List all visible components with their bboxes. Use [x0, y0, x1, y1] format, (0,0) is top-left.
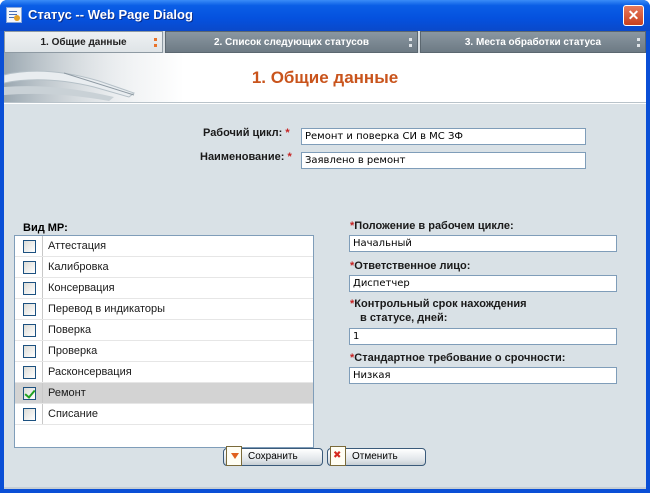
position-field[interactable]: Начальный	[349, 235, 617, 252]
deadline-label-line2: в статусе, дней:	[360, 312, 448, 324]
list-item[interactable]	[15, 341, 313, 362]
work-cycle-label-text: Рабочий цикл:	[203, 127, 283, 139]
checkbox-cell	[15, 278, 43, 298]
cancel-button[interactable]	[327, 448, 426, 466]
dialog-client-area	[4, 31, 646, 489]
checkbox[interactable]	[23, 282, 36, 295]
checkbox[interactable]	[23, 387, 36, 400]
responsible-label	[350, 260, 470, 272]
save-icon	[226, 446, 242, 466]
tab-label: 2. Список следующих статусов	[213, 37, 370, 48]
list-item-label: Консервация	[48, 282, 115, 294]
list-item[interactable]	[15, 278, 313, 299]
list-item-label: Поверка	[48, 324, 92, 336]
list-item[interactable]	[15, 320, 313, 341]
required-mark: *	[287, 151, 292, 163]
form-panel	[4, 104, 646, 489]
responsible-label-text: Ответственное лицо:	[354, 260, 471, 272]
checkbox-cell	[15, 341, 43, 361]
list-item[interactable]	[15, 362, 313, 383]
work-cycle-field[interactable]: Ремонт и поверка СИ в МС ЗФ	[301, 128, 586, 145]
checkbox-cell	[15, 299, 43, 319]
required-mark: *	[350, 298, 355, 310]
list-item-label: Списание	[48, 408, 98, 420]
checkbox[interactable]	[23, 240, 36, 253]
cancel-icon	[330, 446, 346, 466]
mr-types-list	[14, 235, 314, 448]
list-item[interactable]	[15, 257, 313, 278]
list-item-label: Калибровка	[48, 261, 109, 273]
list-item-label: Ремонт	[48, 387, 86, 399]
checkbox[interactable]	[23, 408, 36, 421]
tab-grip-icon	[154, 38, 157, 48]
title-bar[interactable]	[0, 0, 650, 31]
deadline-label-line1: Контрольный срок нахождения	[354, 298, 527, 310]
tab-grip-icon	[637, 38, 640, 48]
mr-types-label: Вид МР:	[23, 222, 68, 234]
checkbox-cell	[15, 236, 43, 256]
page-title	[4, 68, 646, 88]
work-cycle-label	[203, 127, 290, 139]
checkbox-cell	[15, 404, 43, 424]
web-page-dialog-icon	[6, 7, 22, 23]
urgency-field[interactable]: Низкая	[349, 367, 617, 384]
checkbox[interactable]	[23, 303, 36, 316]
page-title-text: 1. Общие данные	[251, 68, 399, 87]
checkbox[interactable]	[23, 261, 36, 274]
name-label	[200, 151, 292, 163]
checkbox[interactable]	[23, 345, 36, 358]
cancel-button-label: Отменить	[352, 451, 398, 462]
list-item-label: Аттестация	[48, 240, 107, 252]
tab-processing-places[interactable]	[420, 31, 646, 53]
list-item-label: Перевод в индикаторы	[48, 303, 165, 315]
deadline-days-field[interactable]: 1	[349, 328, 617, 345]
urgency-label	[350, 352, 565, 364]
window-title: Статус -- Web Page Dialog	[28, 7, 193, 22]
checkbox[interactable]	[23, 366, 36, 379]
tab-strip	[4, 31, 646, 53]
list-item-label: Проверка	[48, 345, 98, 357]
list-item[interactable]	[15, 404, 313, 425]
footer-divider	[4, 487, 646, 489]
checkbox-cell	[15, 362, 43, 382]
save-button[interactable]	[223, 448, 323, 466]
list-item[interactable]	[15, 236, 313, 257]
name-label-text: Наименование:	[200, 151, 285, 163]
position-label-text: Положение в рабочем цикле:	[354, 220, 514, 232]
position-label	[350, 220, 514, 232]
required-mark: *	[350, 220, 355, 232]
tab-grip-icon	[409, 38, 412, 48]
section-banner	[4, 53, 646, 103]
checkbox-cell	[15, 383, 43, 403]
required-mark: *	[285, 127, 290, 139]
close-button[interactable]: ✕	[623, 5, 644, 26]
tab-next-statuses[interactable]	[165, 31, 418, 53]
checkbox[interactable]	[23, 324, 36, 337]
name-field[interactable]: Заявлено в ремонт	[301, 152, 586, 169]
responsible-field[interactable]: Диспетчер	[349, 275, 617, 292]
deadline-label	[350, 297, 527, 325]
checkbox-cell	[15, 320, 43, 340]
required-mark: *	[350, 260, 355, 272]
urgency-label-text: Стандартное требование о срочности:	[354, 352, 566, 364]
required-mark: *	[350, 352, 355, 364]
list-item[interactable]	[15, 383, 313, 404]
checkbox-cell	[15, 257, 43, 277]
list-item[interactable]	[15, 299, 313, 320]
tab-label: 1. Общие данные	[40, 37, 127, 48]
save-button-label: Сохранить	[248, 451, 298, 462]
tab-label: 3. Места обработки статуса	[464, 37, 602, 48]
tab-general-data[interactable]	[4, 31, 163, 53]
list-item-label: Расконсервация	[48, 366, 132, 378]
